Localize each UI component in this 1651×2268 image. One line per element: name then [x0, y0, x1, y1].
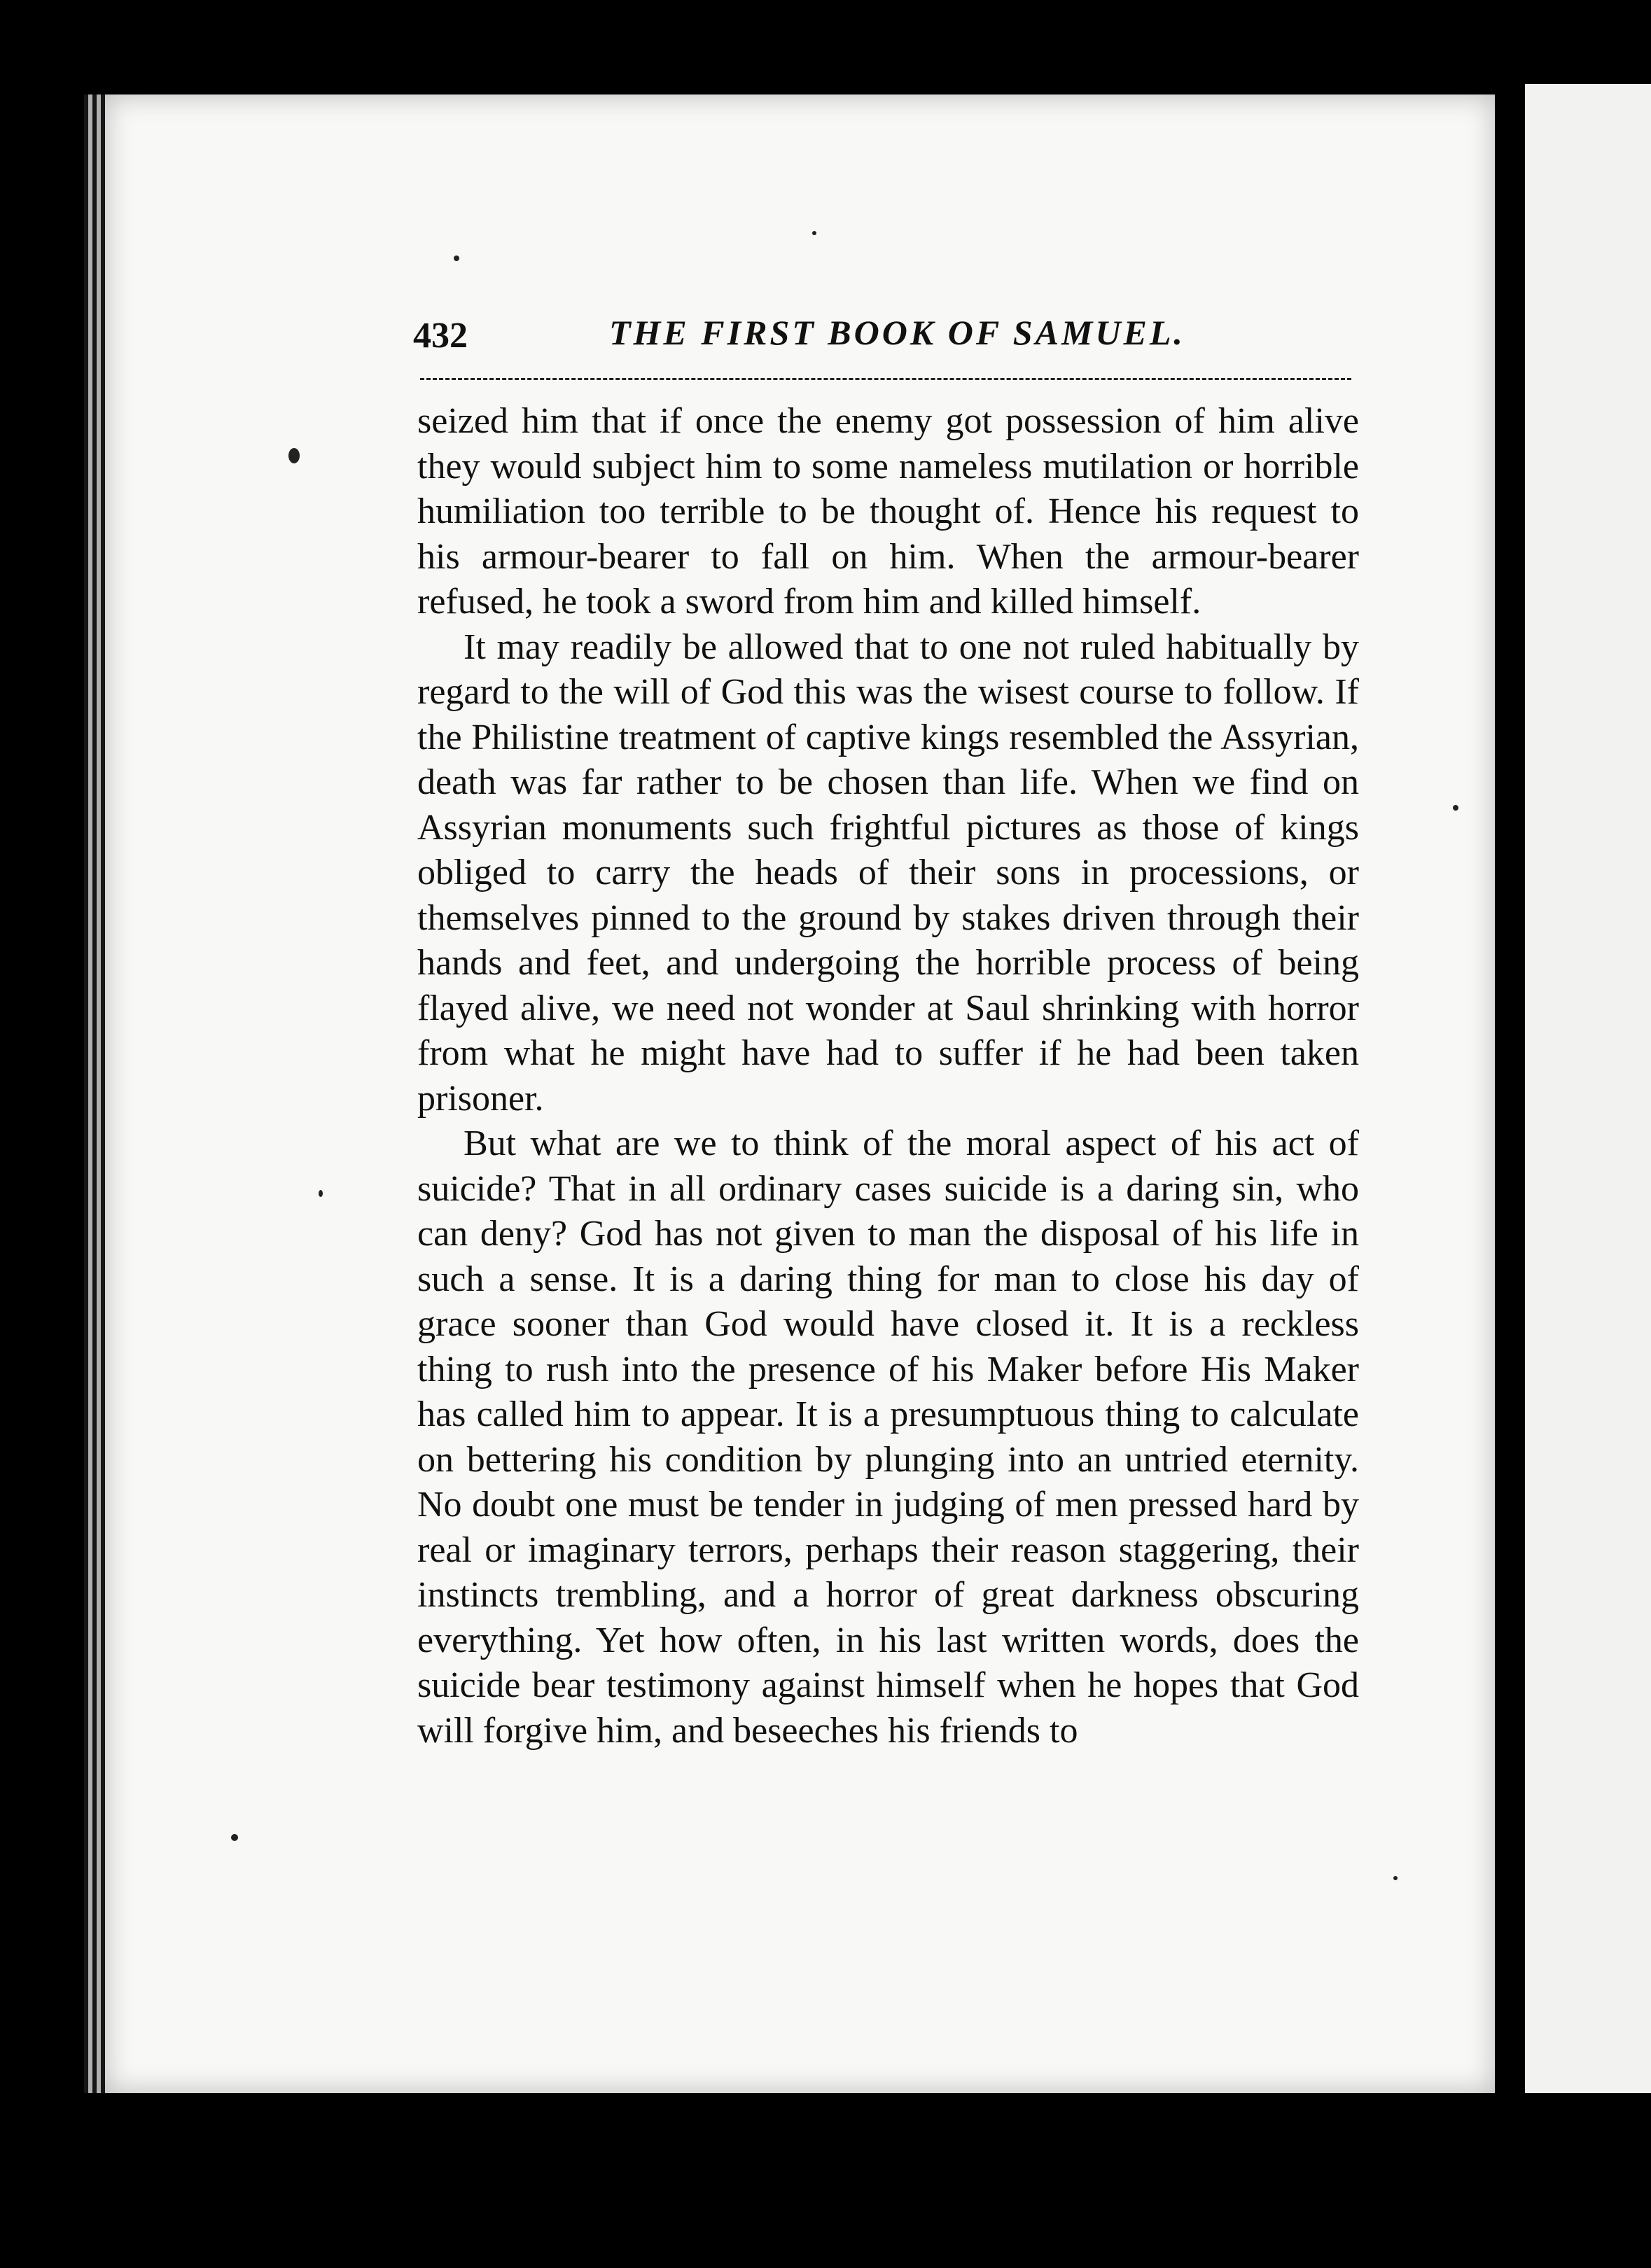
- page-number: 432: [413, 316, 468, 356]
- paragraph: It may readily be allowed that to one not ruled habitually by regard to the will of God this was the wisest course to follow. If the Philistine treatment of captive kings resembled the Assyrian, death was far rather to be chosen than life. When we find on Assyrian monuments such frightful pictures as those of kings obliged to carry the heads of their sons in processions, or themselves pinned to the ground by stakes driven through their hands and feet, and undergoing the horrible process of being flayed alive, we need not wonder at Saul shrinking with horror from what he might have had to suffer if he had been taken prisoner.: [417, 626, 1359, 1119]
- page-gutter: [1495, 70, 1525, 2114]
- running-head: THE FIRST BOOK OF SAMUEL.: [609, 313, 1185, 352]
- body-text: [417, 399, 1359, 1754]
- adjacent-page-edge: [1525, 84, 1651, 2093]
- page-header: [413, 308, 1365, 371]
- scan-bottom-border: [84, 2093, 1651, 2268]
- paragraph: seized him that if once the enemy got possession of him alive they would subject him to some nameless mutilation or horrible humiliation too terrible to be thought of. Hence his request to his armour-bearer to fall on him. When the armour-bearer refused, he took a sword from him and killed himself.: [417, 401, 1359, 622]
- paragraph: But what are we to think of the moral aspect of his act of suicide? That in all ordinary cases suicide is a daring sin, who can deny? God has not given to man the disposal of his life in such a sense. It is a daring thing for man to close his day of grace sooner than God would have closed it. It is a reckless thing to rush into the presence of his Maker before His Maker has called him to appear. It is a presumptuous thing to calculate on bettering his condition by plunging into an untried eternity. No doubt one must be tender in judging of men pressed hard by real or imaginary terrors, perhaps their reason staggering, their instincts trembling, and a horror of great darkness obscuring everything. Yet how often, in his last written words, does the suicide bear testimony against himself when he hopes that God will forgive him, and beseeches his friends to: [417, 1124, 1359, 1751]
- header-rule: [420, 378, 1351, 380]
